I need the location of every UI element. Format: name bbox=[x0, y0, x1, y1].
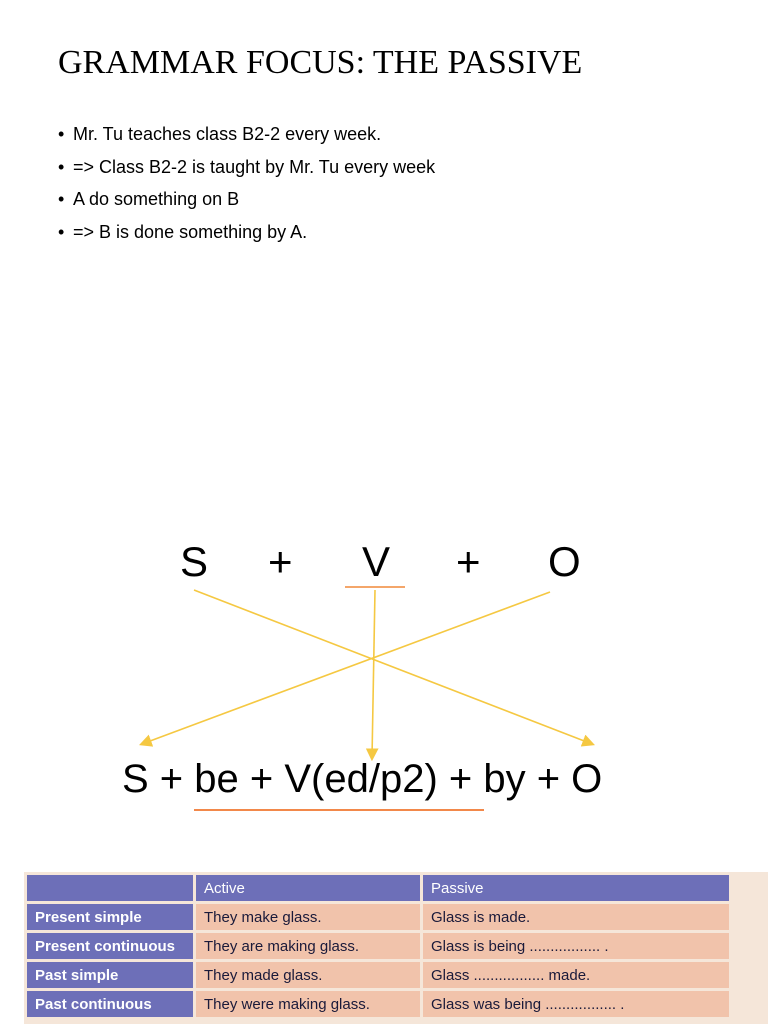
bullet-icon: • bbox=[58, 124, 65, 144]
table-header-passive: Passive bbox=[423, 875, 729, 901]
plus-symbol: + bbox=[268, 538, 293, 585]
passive-verb-underline bbox=[194, 809, 484, 811]
table-row bbox=[27, 904, 729, 930]
table-header-row bbox=[27, 875, 729, 901]
passive-table bbox=[24, 872, 732, 1020]
bullet-icon: • bbox=[58, 156, 65, 177]
table-header-active: Active bbox=[196, 875, 420, 901]
subject-symbol: S bbox=[180, 538, 209, 585]
tense-label: Present continuous bbox=[27, 933, 193, 959]
list-item: • => B is done something by A. bbox=[58, 216, 435, 249]
active-cell: They were making glass. bbox=[196, 991, 420, 1017]
list-item: • => Class B2-2 is taught by Mr. Tu every week bbox=[58, 151, 435, 184]
page-title: GRAMMAR FOCUS: THE PASSIVE bbox=[58, 44, 583, 81]
bullet-icon: • bbox=[58, 189, 65, 209]
tense-label: Present simple bbox=[27, 904, 193, 930]
active-cell: They make glass. bbox=[196, 904, 420, 930]
passive-formula: S + be + V(ed/p2) + by + O bbox=[122, 757, 603, 801]
active-cell: They are making glass. bbox=[196, 933, 420, 959]
tense-table bbox=[24, 872, 768, 1024]
passive-cell: Glass was being ................. . bbox=[423, 991, 729, 1017]
object-to-subject-arrow bbox=[142, 592, 550, 744]
active-cell: They made glass. bbox=[196, 962, 420, 988]
object-symbol: O bbox=[548, 538, 581, 585]
verb-symbol: V bbox=[362, 538, 391, 585]
list-item: • Mr. Tu teaches class B2-2 every week. bbox=[58, 118, 435, 151]
verb-arrow bbox=[372, 590, 375, 758]
passive-cell: Glass ................. made. bbox=[423, 962, 729, 988]
table-row bbox=[27, 962, 729, 988]
tense-label: Past simple bbox=[27, 962, 193, 988]
plus-symbol: + bbox=[456, 538, 481, 585]
bullet-icon: • bbox=[58, 221, 65, 242]
tense-label: Past continuous bbox=[27, 991, 193, 1017]
list-item: • A do something on B bbox=[58, 183, 435, 216]
passive-cell: Glass is being ................. . bbox=[423, 933, 729, 959]
table-header-blank bbox=[27, 875, 193, 901]
table-row bbox=[27, 933, 729, 959]
passive-cell: Glass is made. bbox=[423, 904, 729, 930]
table-row bbox=[27, 991, 729, 1017]
subject-to-object-arrow bbox=[194, 590, 592, 744]
